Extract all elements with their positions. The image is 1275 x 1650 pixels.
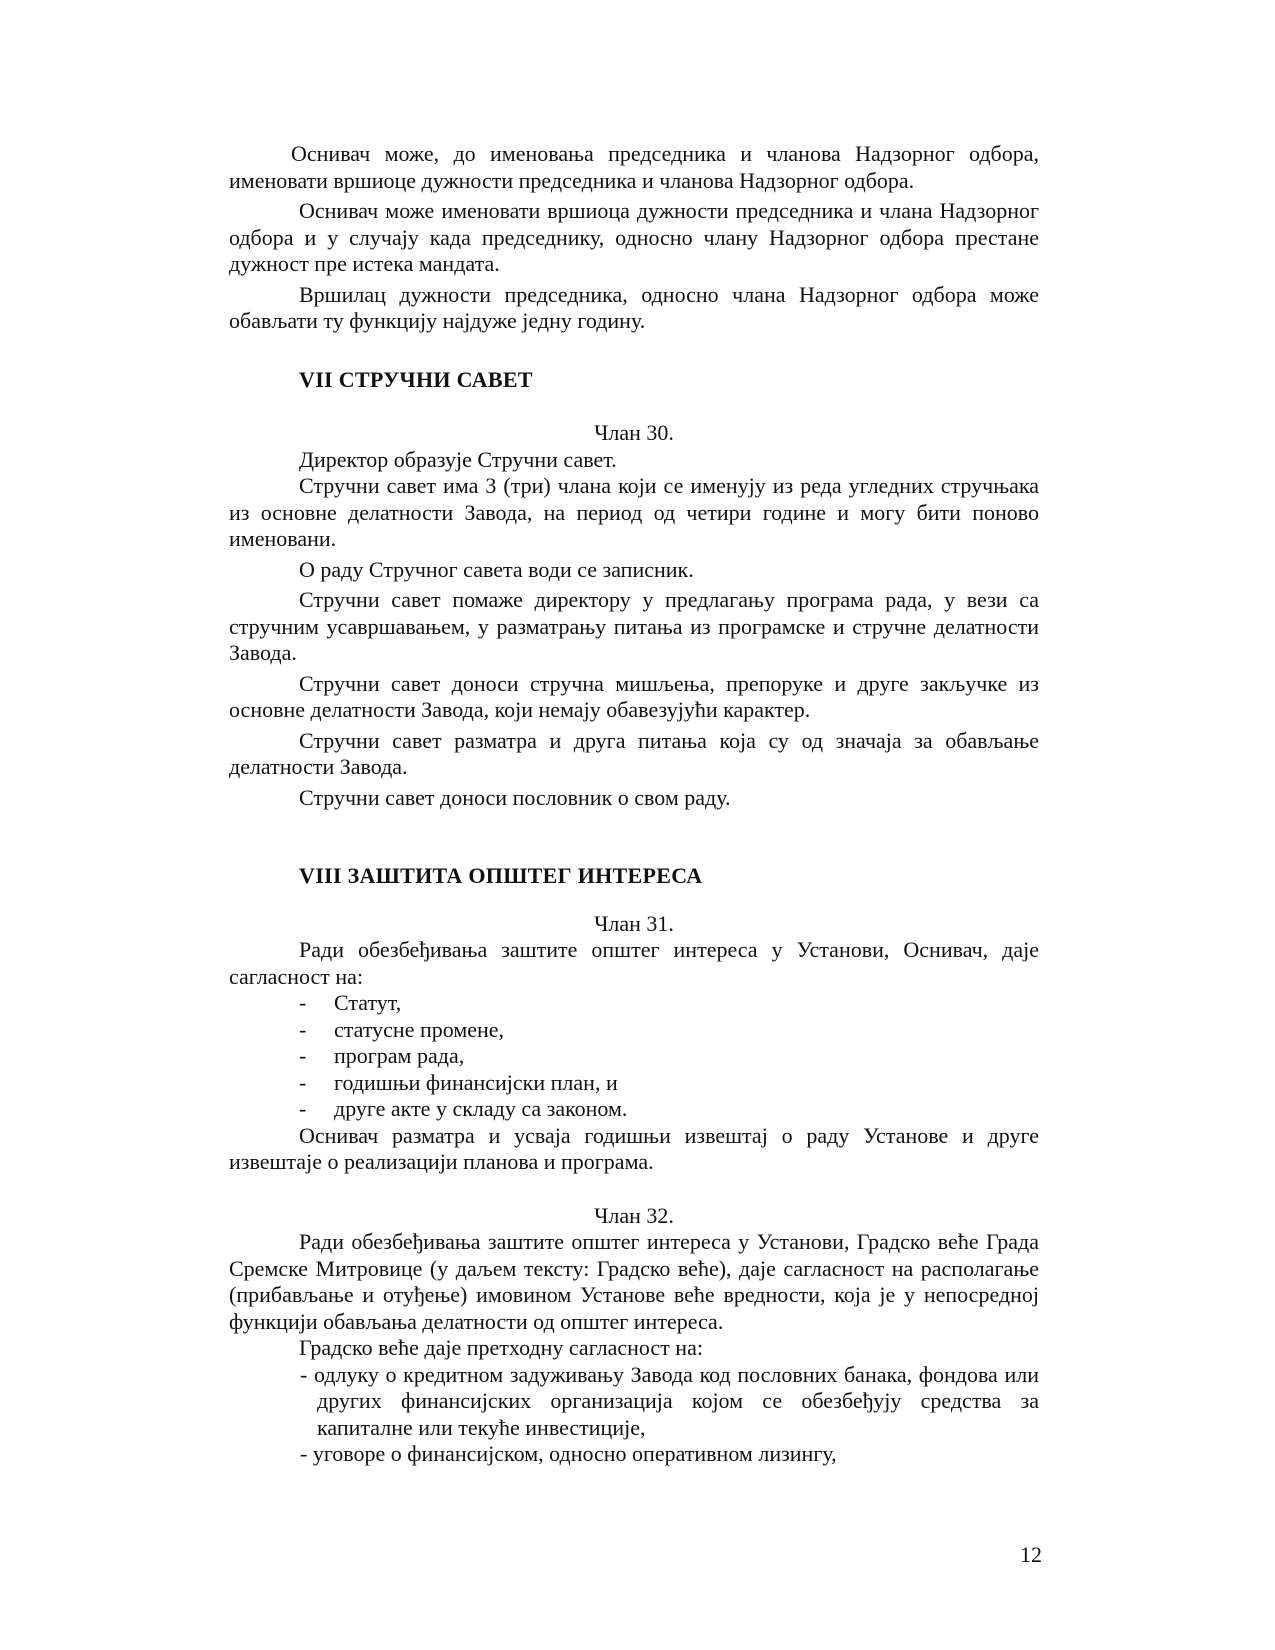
paragraph: Оснивач може, до именовања председника и чланова Надзорног одбора, именовати вршиоце дужности председника и чланова Надзорног одбора.: [229, 141, 1039, 193]
consent-list: [229, 990, 1039, 1123]
paragraph: Стручни савет има 3 (три) члана који се именују из реда угледних стручњака из основне делатности Завода, на период од четири године и могу бити поново именовани.: [229, 473, 1039, 551]
paragraph: Градско веће даје претходну сагласност на:: [299, 1335, 703, 1360]
section-heading: VIII ЗАШТИТА ОПШТЕГ ИНТЕРЕСА: [299, 863, 703, 888]
dash-bullet: -: [299, 1043, 307, 1068]
article-title: Члан 32.: [594, 1202, 674, 1228]
list-item: [229, 1017, 1039, 1044]
dash-bullet: -: [299, 1096, 307, 1121]
paragraph: Стручни савет доноси стручна мишљења, препоруке и друге закључке из основне делатности Завода, који немају обавезујући карактер.: [229, 670, 1039, 722]
paragraph: Ради обезбеђивања заштите општег интереса у Установи, Оснивач, даје сагласност на:: [229, 937, 1039, 989]
paragraph: Стручни савет доноси пословник о свом раду.: [299, 784, 731, 810]
list-item-text: програм рада,: [334, 1043, 465, 1068]
paragraph: Оснивач разматра и усваја годишњи извештај о раду Установе и друге извештаје о реализацији планова и програма.: [229, 1122, 1039, 1174]
paragraph: Стручни савет разматра и друга питања која су од значаја за обављање делатности Завода.: [229, 727, 1039, 779]
paragraph: Стручни савет помаже директору у предлагању програма рада, у вези са стручним усавршавањем, у разматрању питања из програмске и стручне делатности Завода.: [229, 587, 1039, 665]
paragraph: Ради обезбеђивања заштите општег интереса у Установи, Градско веће Града Сремске Митровице (у даљем тексту: Градско веће), даје сагласност на располагање (прибављање и отуђење) имовином Установе веће вредности, која је у непосредној функцији обављања делатности од општег интереса.: [229, 1229, 1039, 1334]
list-item-text: статусне промене,: [334, 1016, 505, 1042]
paragraph: О раду Стручног савета води се записник.: [299, 556, 694, 582]
list-item-text: годишњи финансијски план, и: [334, 1069, 618, 1095]
paragraph: Оснивач може именовати вршиоца дужности председника и члана Надзорног одбора и у случају када председнику, односно члану Надзорног одбора престане дужност пре истека мандата.: [229, 198, 1039, 276]
list-item: [229, 1043, 1039, 1070]
article-title: Члан 30.: [594, 420, 674, 445]
paragraph: Директор образује Стручни савет.: [299, 446, 617, 472]
list-item: - уговоре о финансијском, односно оперативном лизингу,: [300, 1441, 837, 1466]
list-item: - одлуку о кредитном задуживању Завода код пословних банака, фондова или других финансијских организација којом се обезбеђују средства за капиталне или текуће инвестиције,: [300, 1361, 1039, 1440]
section-heading: VII СТРУЧНИ САВЕТ: [299, 366, 533, 392]
dash-bullet: -: [299, 1069, 307, 1095]
list-item-text: друге акте у складу са законом.: [334, 1096, 628, 1121]
list-item: [229, 1070, 1039, 1097]
page-number: 12: [1020, 1542, 1042, 1567]
paragraph: Вршилац дужности председника, односно члана Надзорног одбора може обављати ту функцију најдуже једну годину.: [229, 281, 1039, 333]
list-item: [229, 1096, 1039, 1123]
article-title: Члан 31.: [594, 910, 674, 936]
list-item-text: Статут,: [334, 990, 402, 1015]
list-item: [229, 990, 1039, 1017]
dash-bullet: -: [299, 990, 307, 1015]
dash-bullet: -: [299, 1016, 307, 1042]
document-page: [229, 141, 1039, 1468]
